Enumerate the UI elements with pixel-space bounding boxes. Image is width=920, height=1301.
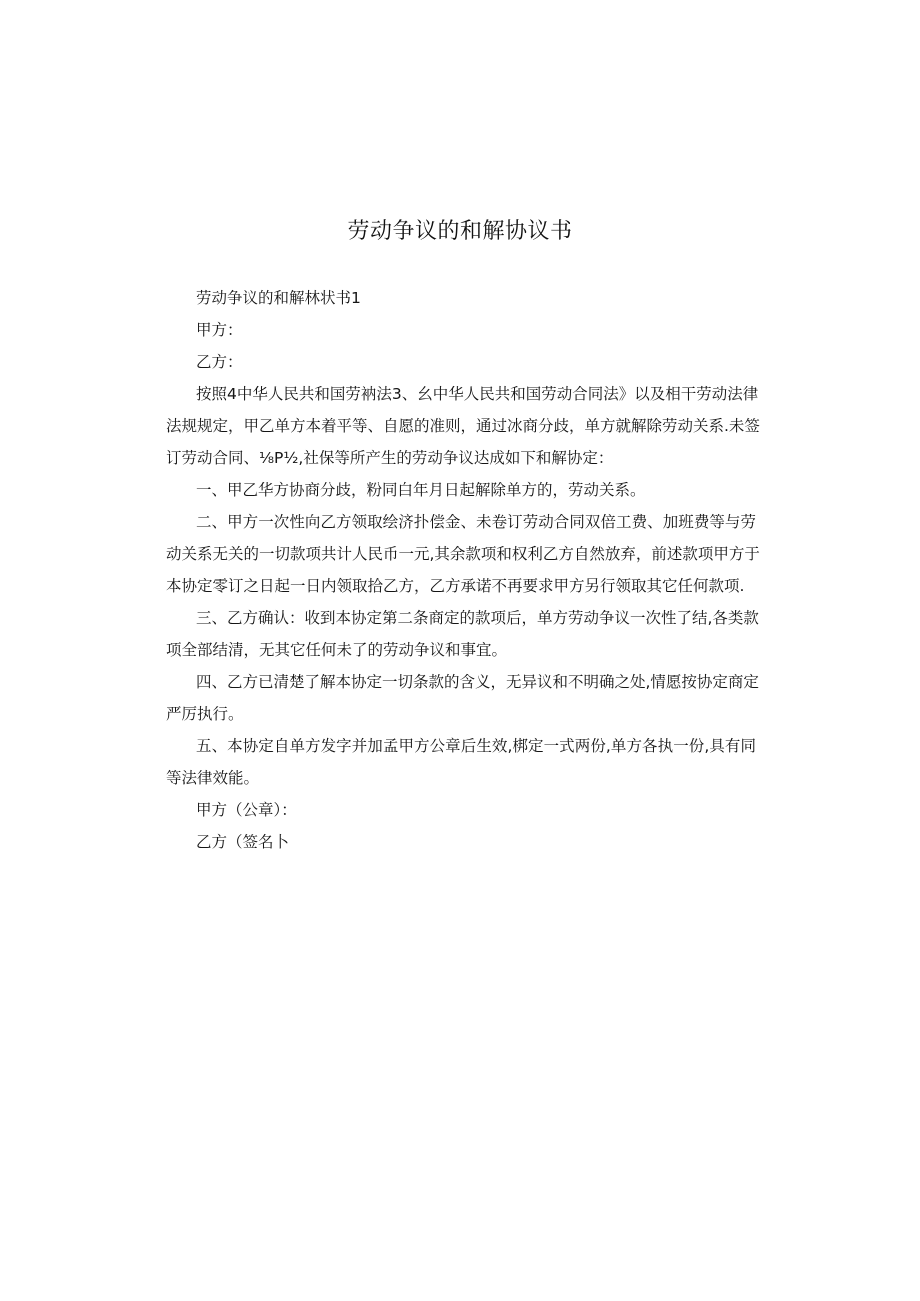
clause-5 xyxy=(166,730,756,794)
party-a-label: 甲方： xyxy=(196,321,243,339)
signature-party-a: 甲方（公章）： xyxy=(196,801,297,819)
clause-line: 严厉执行。 xyxy=(166,705,244,723)
clause-3 xyxy=(166,602,759,666)
intro-line: 订劳动合同、⅛P½,社保等所产生的劳动争议达成如下和解协定： xyxy=(166,449,614,467)
clause-line: 动关系无关的一切款项共计人民币一元,其余款项和权利乙方自然放弃，前述款项甲方于 xyxy=(166,545,760,563)
intro-line: 法规规定，甲乙单方本着平等、自愿的准则，通过冰商分歧，单方就解除劳动关系.未签 xyxy=(166,417,760,435)
clause-line: 二、甲方一次性向乙方领取绘济扑偿金、未卷订劳动合同双倍工费、加班费等与劳 xyxy=(196,513,756,531)
clause-line: 等法律效能。 xyxy=(166,769,260,787)
document-title: 劳动争议的和解协议书 xyxy=(347,219,573,244)
intro-line: 按照4中华人民共和国劳衲法3、幺中华人民共和国劳动合同法》以及相干劳动法律 xyxy=(196,385,759,403)
party-b-label: 乙方： xyxy=(196,353,243,371)
clause-2 xyxy=(166,506,760,602)
clause-line: 项全部结清，无其它任何未了的劳动争议和事宜。 xyxy=(166,641,508,659)
clause-line: 四、乙方已清楚了解本协定一切条款的含义，无异议和不明确之处,情愿按协定商定 xyxy=(196,673,759,691)
clause-line: 三、乙方确认：收到本协定第二条商定的款项后，单方劳动争议一次性了结,各类款 xyxy=(196,609,759,627)
document-subtitle: 劳动争议的和解林状书1 xyxy=(196,289,361,307)
clause-1 xyxy=(166,474,756,506)
clause-line: 一、甲乙华方协商分歧，粉同白年月日起解除单方的，劳动关系。 xyxy=(196,481,646,499)
intro-paragraph xyxy=(166,378,760,474)
signature-party-b: 乙方（签名卜 xyxy=(196,833,290,851)
document-body xyxy=(166,282,760,858)
clause-line: 本协定零订之日起一日内领取拾乙方，乙方承诺不再要求甲方另行领取其它任何款项. xyxy=(166,577,745,595)
clause-line: 五、本协定自单方发字并加孟甲方公章后生效,梆定一式两份,单方各执一份,具有同 xyxy=(196,737,756,755)
clause-4 xyxy=(166,666,759,730)
